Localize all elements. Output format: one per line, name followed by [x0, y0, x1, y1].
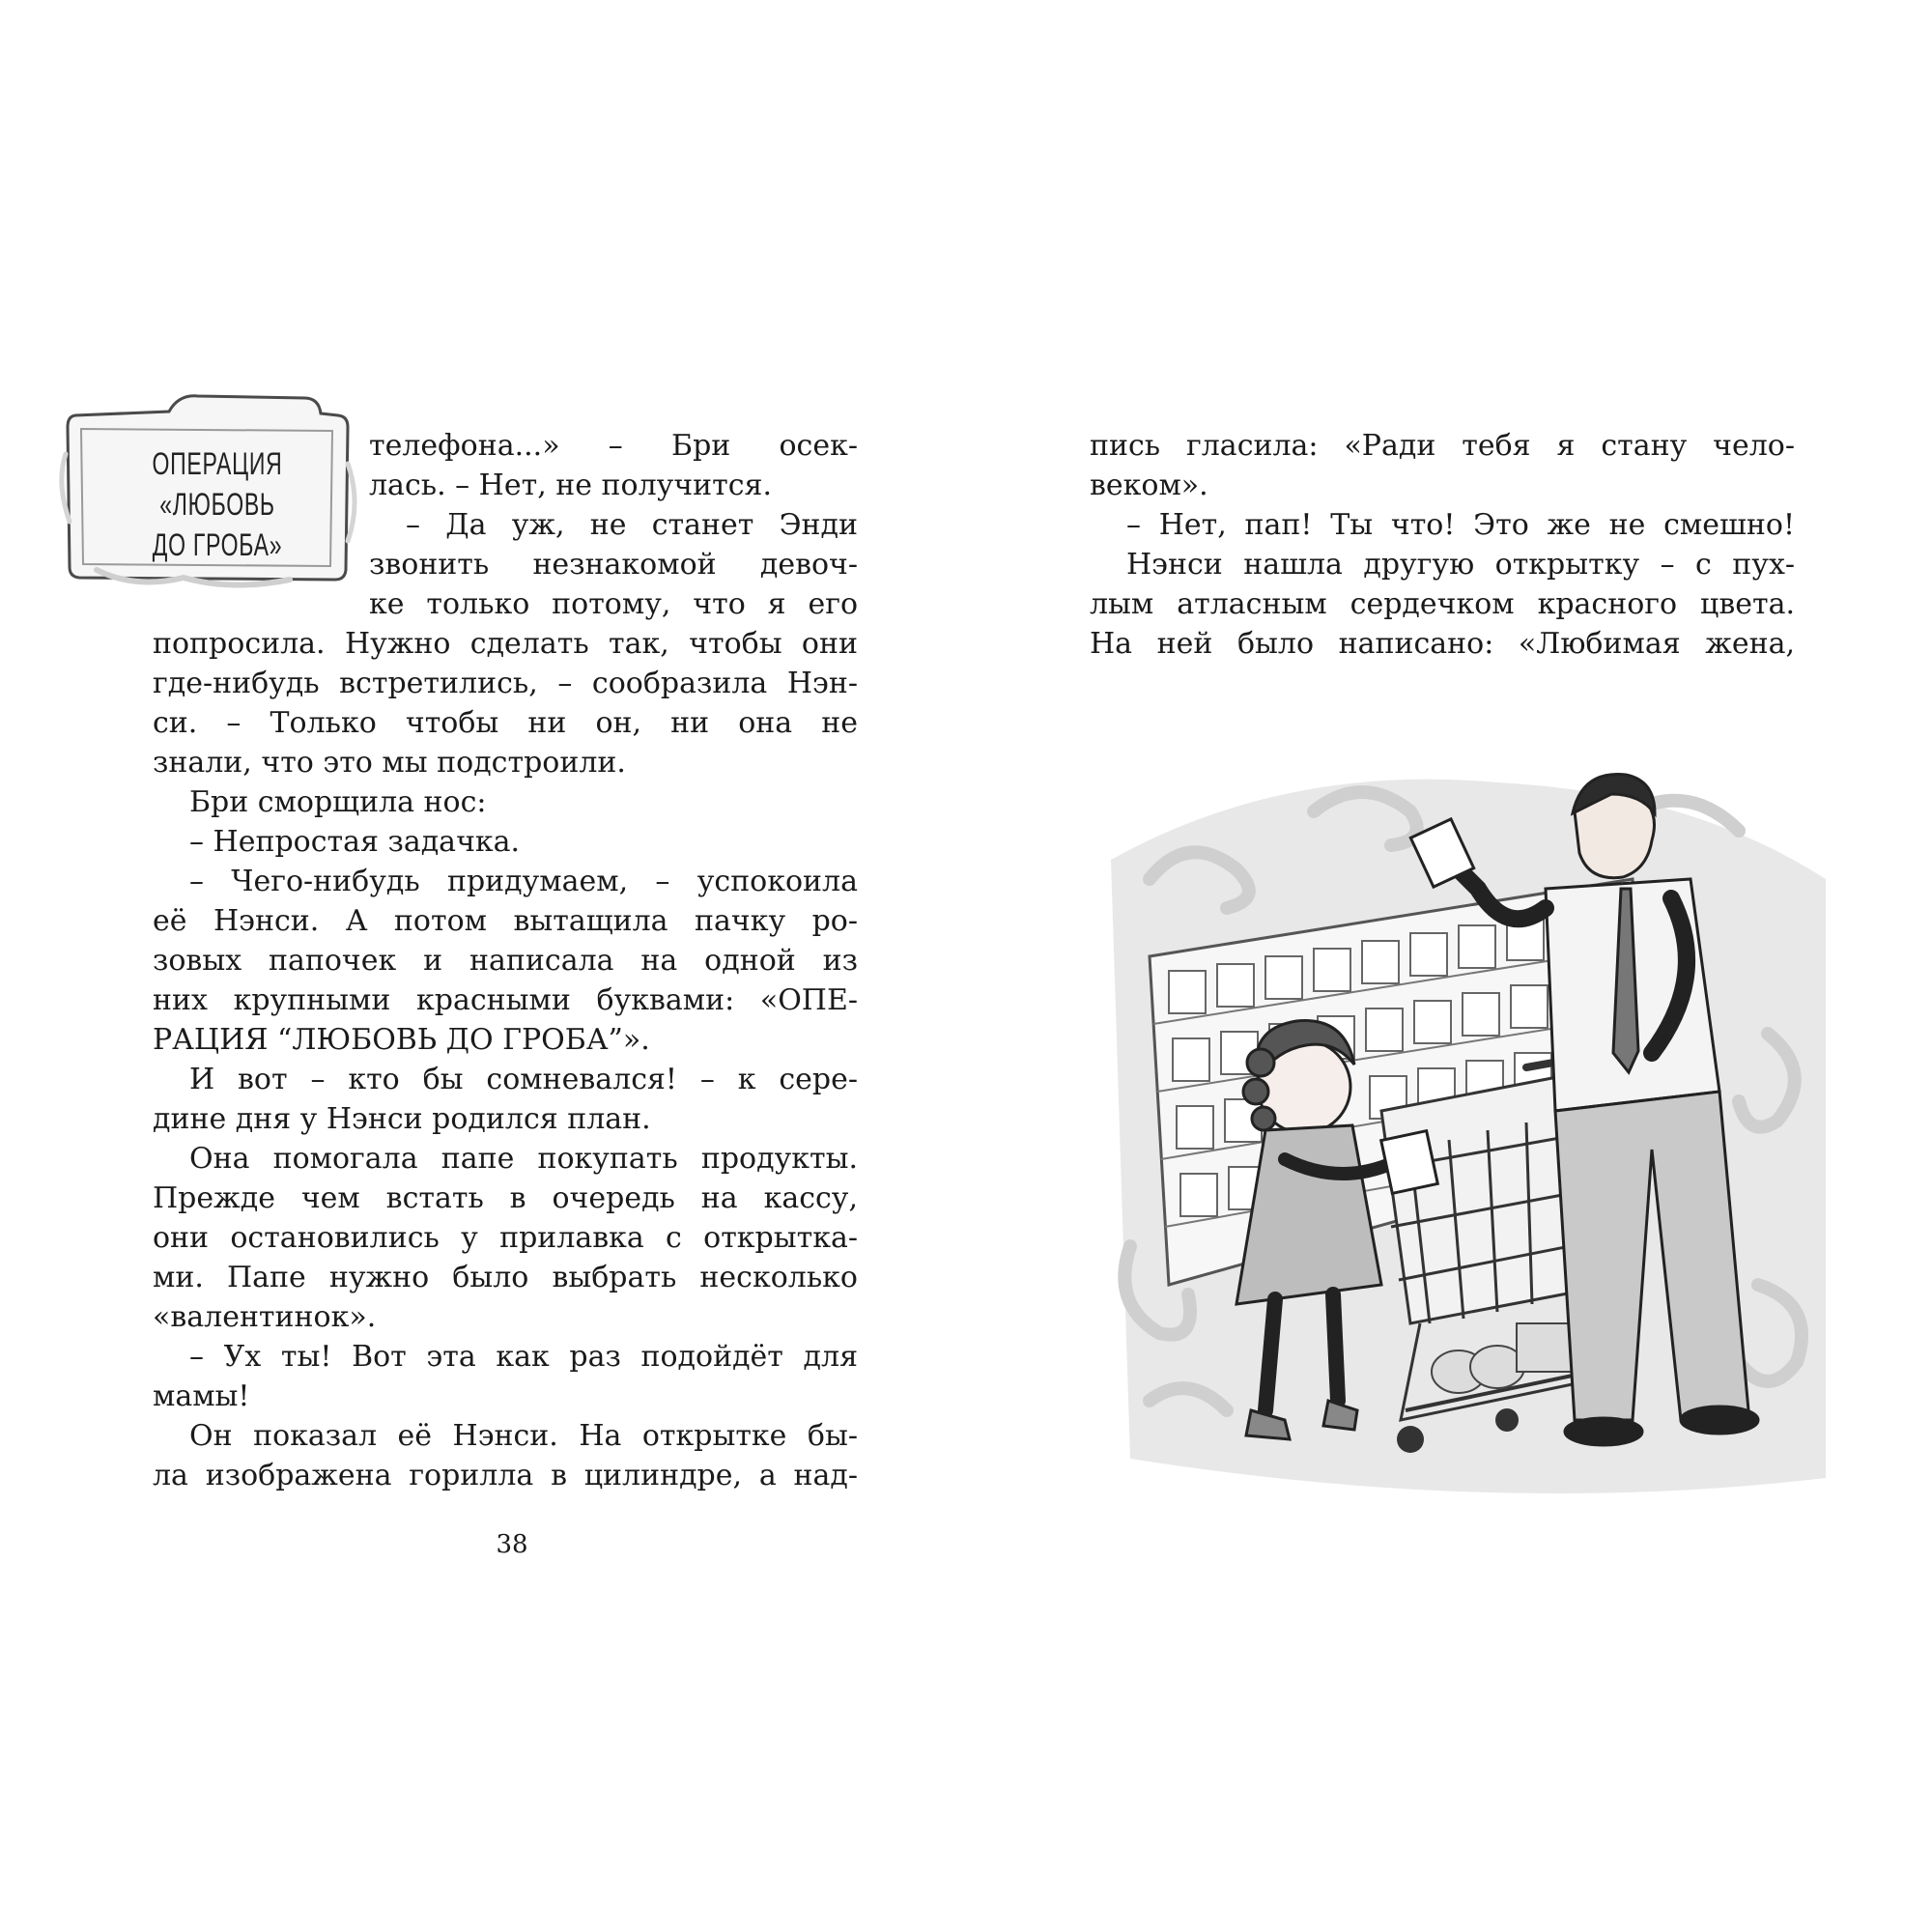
folder-label-line-1: ОПЕРАЦИЯ — [152, 446, 283, 481]
text-line: РАЦИЯ “ЛЮБОВЬ ДО ГРОБА”». — [153, 1023, 650, 1057]
text-line: зовых папочек и написала на одной из — [153, 944, 858, 978]
text-line: – Ух ты! Вот эта как раз подойдёт для — [189, 1340, 858, 1374]
text-line: На ней было написано: «Любимая жена, — [1090, 627, 1795, 661]
text-line: Бри сморщила нос: — [189, 785, 487, 819]
text-line: Он показал её Нэнси. На открытке бы- — [189, 1419, 858, 1453]
text-line: веком». — [1090, 469, 1208, 502]
text-line: телефона...» – Бри осек- — [369, 429, 858, 463]
text-line: лась. – Нет, не получится. — [369, 469, 773, 502]
text-line: знали, что это мы подстроили. — [153, 746, 626, 780]
illustration — [1092, 744, 1845, 1517]
text-line: Прежде чем встать в очередь на кассу, — [153, 1181, 858, 1215]
text-line: пись гласила: «Ради тебя я стану чело- — [1090, 429, 1795, 463]
text-line: они остановились у прилавка с открытка- — [153, 1221, 858, 1255]
text-line: её Нэнси. А потом вытащила пачку ро- — [153, 904, 858, 938]
text-line: – Непростая задачка. — [189, 825, 521, 859]
text-line: – Нет, пап! Ты что! Это же не смешно! — [1126, 508, 1795, 542]
text-line: ла изображена горилла в цилиндре, а над- — [153, 1459, 858, 1492]
text-line: где-нибудь встретились, – сообразила Нэн- — [153, 667, 858, 700]
text-line: попросила. Нужно сделать так, чтобы они — [153, 627, 858, 661]
text-line: дине дня у Нэнси родился план. — [153, 1102, 651, 1136]
text-line: – Чего-нибудь придумаем, – успокоила — [189, 865, 858, 898]
text-line: И вот – кто бы сомневался! – к сере- — [189, 1063, 858, 1096]
folder-label-line-3: ДО ГРОБА» — [152, 527, 283, 562]
folder-label-line-2: «ЛЮБОВЬ — [159, 487, 275, 522]
text-line: лым атласным сердечком красного цвета. — [1090, 587, 1795, 621]
text-line: мамы! — [153, 1379, 250, 1413]
text-line: звонить незнакомой девоч- — [369, 548, 858, 582]
folder-sticker — [58, 386, 377, 609]
text-line: Нэнси нашла другую открытку – с пух- — [1126, 548, 1795, 582]
shopping-scene-illustration — [1092, 744, 1845, 1517]
text-line: ми. Папе нужно было выбрать несколько — [153, 1261, 858, 1294]
text-line: си. – Только чтобы ни он, ни она не — [153, 706, 858, 740]
text-line: – Да уж, не станет Энди — [406, 508, 858, 542]
text-line: ке только потому, что я его — [369, 587, 858, 621]
text-line: Она помогала папе покупать продукты. — [189, 1142, 858, 1176]
text-line: них крупными красными буквами: «ОПЕ- — [153, 983, 858, 1017]
text-line: «валентинок». — [153, 1300, 377, 1334]
page-number: 38 — [496, 1530, 528, 1559]
